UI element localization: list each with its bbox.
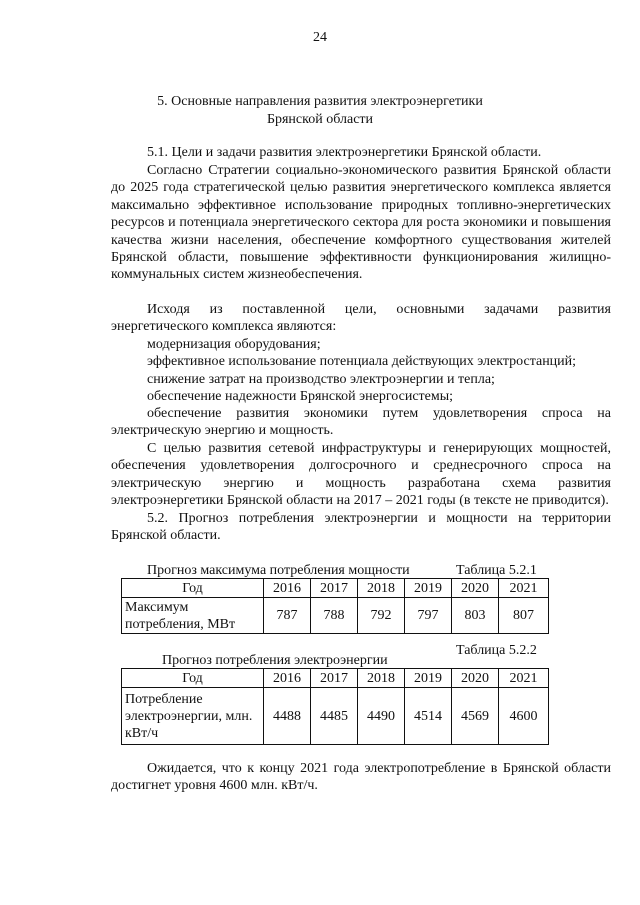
year-cell: 2020 <box>452 669 499 688</box>
year-cell: 2020 <box>452 579 499 598</box>
value-cell: 4600 <box>499 688 549 745</box>
value-cell: 4569 <box>452 688 499 745</box>
year-cell: 2019 <box>405 579 452 598</box>
year-header-cell: Год <box>122 669 264 688</box>
value-cell: 792 <box>358 598 405 634</box>
table-header-row <box>122 669 549 688</box>
table-2-number: Таблица 5.2.2 <box>456 643 537 658</box>
task-item: модернизация оборудования; <box>147 337 321 352</box>
year-cell: 2016 <box>264 669 311 688</box>
value-cell: 787 <box>264 598 311 634</box>
task-item-last: обеспечение развития экономики путем удовлетворения спроса на электрическую энергию и мощность. <box>111 406 611 439</box>
section-title-line-1: 5. Основные направления развития электроэнергетики <box>157 94 483 109</box>
subsection-5-2-title: 5.2. Прогноз потребления электроэнергии и мощности на территории Брянской области. <box>111 511 611 544</box>
year-cell: 2017 <box>311 669 358 688</box>
value-cell: 803 <box>452 598 499 634</box>
row-label-cell: Максимум потребления, МВт <box>122 598 264 634</box>
year-cell: 2019 <box>405 669 452 688</box>
section-title-line-2: Брянской области <box>266 112 374 127</box>
power-peak-table <box>121 578 549 634</box>
year-cell: 2017 <box>311 579 358 598</box>
tasks-intro-paragraph: Исходя из поставленной цели, основными задачами развития энергетического комплекса являются: <box>111 302 611 335</box>
value-cell: 797 <box>405 598 452 634</box>
table-header-row <box>122 579 549 598</box>
year-cell: 2018 <box>358 579 405 598</box>
year-header-cell: Год <box>122 579 264 598</box>
consumption-table <box>121 668 549 745</box>
row-label-cell: Потребление электроэнергии, млн. кВт/ч <box>122 688 264 745</box>
table-1-caption: Прогноз максимума потребления мощности <box>147 563 410 578</box>
table-1-number: Таблица 5.2.1 <box>456 563 537 578</box>
value-cell: 4485 <box>311 688 358 745</box>
task-item: эффективное использование потенциала действующих электростанций; <box>147 354 577 369</box>
value-cell: 4488 <box>264 688 311 745</box>
value-cell: 4514 <box>405 688 452 745</box>
subsection-5-1-title: 5.1. Цели и задачи развития электроэнергетики Брянской области. <box>147 145 542 160</box>
year-cell: 2016 <box>264 579 311 598</box>
value-cell: 788 <box>311 598 358 634</box>
goal-paragraph: Согласно Стратегии социально-экономического развития Брянской области до 2025 года стратегической целью развития энергетического комплекса является максимально эффективное использование природных топливно-энергетических ресурсов и потенциала энергетического сектора для роста экономики и повышения качества жизни населения, обеспечение комфортного существования жителей Брянской области, повышение эффективности функционирования жилищно-коммунальных систем жизнеобеспечения. <box>111 163 611 283</box>
table-row <box>122 598 549 634</box>
task-item: снижение затрат на производство электроэнергии и тепла; <box>147 372 495 387</box>
year-cell: 2021 <box>499 669 549 688</box>
year-cell: 2021 <box>499 579 549 598</box>
conclusion-paragraph: Ожидается, что к концу 2021 года электропотребление в Брянской области достигнет уровня 4600 млн. кВт/ч. <box>111 761 611 794</box>
page-number: 24 <box>313 30 327 45</box>
table-2-caption: Прогноз потребления электроэнергии <box>162 653 388 668</box>
network-development-paragraph: С целью развития сетевой инфраструктуры и генерирующих мощностей, обеспечения удовлетворения долгосрочного и среднесрочного спроса на электрическую энергию и мощность разработана схема развития электроэнергетики Брянской области на 2017 – 2021 годы (в тексте не приводится). <box>111 441 611 509</box>
year-cell: 2018 <box>358 669 405 688</box>
task-item: обеспечение надежности Брянской энергосистемы; <box>147 389 454 404</box>
value-cell: 4490 <box>358 688 405 745</box>
value-cell: 807 <box>499 598 549 634</box>
table-row <box>122 688 549 745</box>
